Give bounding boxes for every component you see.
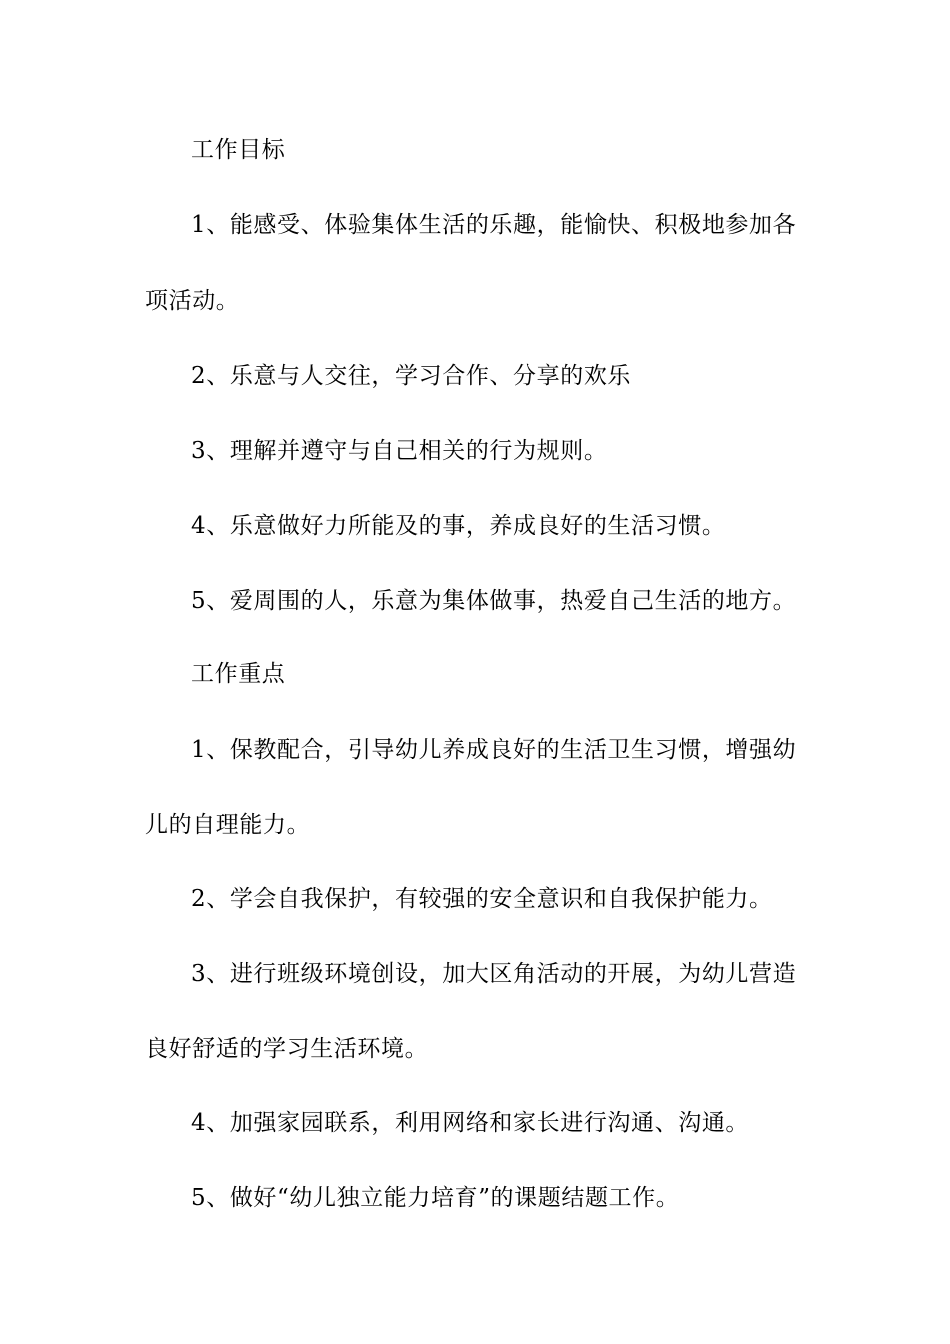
focus-item-2: 2、学会自我保护，有较强的安全意识和自我保护能力。 bbox=[191, 886, 773, 912]
section-heading-focus: 工作重点 bbox=[191, 661, 286, 687]
focus-item-1-continued: 儿的自理能力。 bbox=[145, 812, 311, 838]
goal-item-1: 1、能感受、体验集体生活的乐趣，能愉快、积极地参加各 bbox=[191, 212, 797, 238]
focus-item-1: 1、保教配合，引导幼儿养成良好的生活卫生习惯，增强幼 bbox=[191, 737, 797, 763]
goal-item-2: 2、乐意与人交往，学习合作、分享的欢乐 bbox=[191, 363, 632, 389]
section-heading-goals: 工作目标 bbox=[191, 137, 286, 163]
focus-item-3-continued: 良好舒适的学习生活环境。 bbox=[145, 1036, 429, 1062]
goal-item-3: 3、理解并遵守与自己相关的行为规则。 bbox=[191, 438, 608, 464]
focus-item-3: 3、进行班级环境创设，加大区角活动的开展，为幼儿营造 bbox=[191, 961, 797, 987]
goal-item-1-continued: 项活动。 bbox=[145, 288, 240, 314]
goal-item-4: 4、乐意做好力所能及的事，养成良好的生活习惯。 bbox=[191, 513, 726, 539]
focus-item-4: 4、加强家园联系，利用网络和家长进行沟通、沟通。 bbox=[191, 1110, 750, 1136]
focus-item-5: 5、做好“幼儿独立能力培育”的课题结题工作。 bbox=[191, 1185, 680, 1211]
goal-item-5: 5、爱周围的人，乐意为集体做事，热爱自己生活的地方。 bbox=[191, 588, 797, 614]
